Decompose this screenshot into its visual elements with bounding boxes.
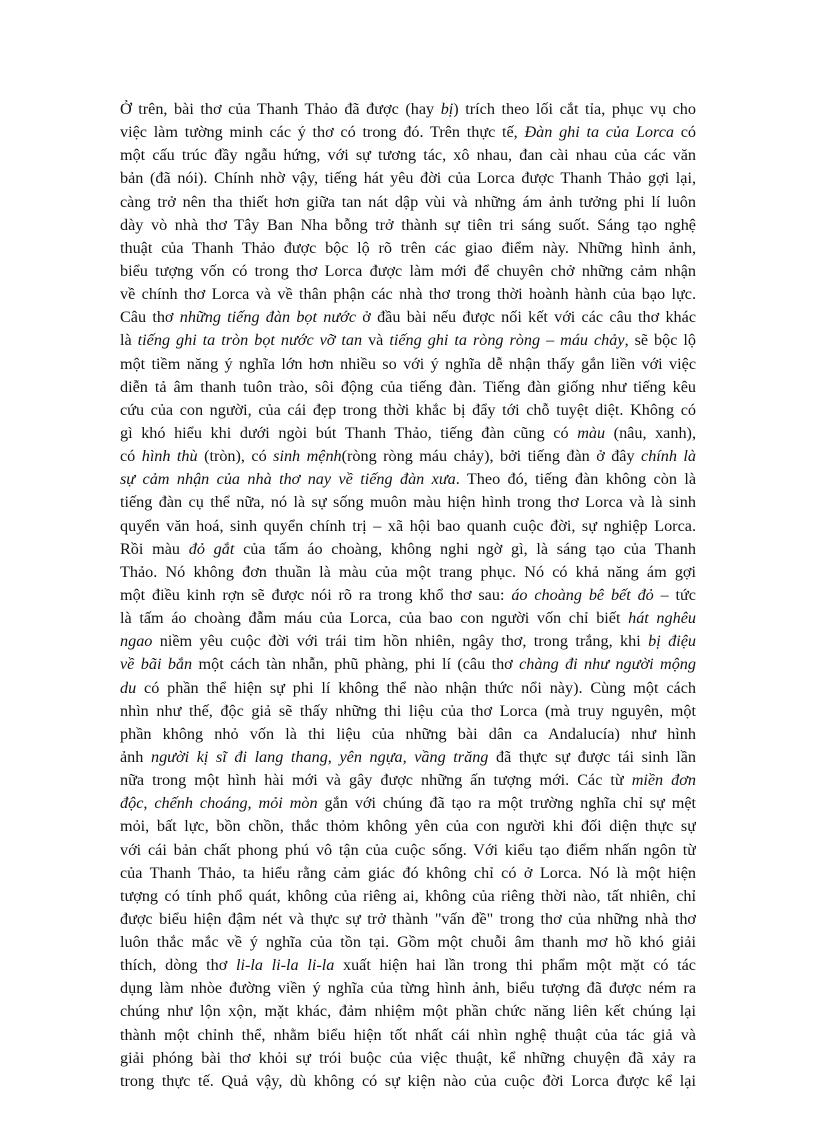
- italic-quote: hình thù: [141, 447, 198, 466]
- italic-quote: tiếng ghi ta ròng ròng – máu chảy: [389, 331, 625, 350]
- text-line: [120, 399, 696, 422]
- italic-quote: du: [120, 678, 137, 697]
- text-line: [120, 191, 696, 214]
- text-run: của Thanh Thảo, ta hiểu rằng cảm giác đó không chỉ có ở Lorca. Nó là một hiện: [120, 863, 696, 882]
- italic-quote: miền đơn: [631, 771, 696, 790]
- text-line: [120, 353, 696, 376]
- italic-quote: ngao: [120, 632, 153, 651]
- italic-quote: màu: [577, 423, 606, 442]
- text-line: [120, 515, 696, 538]
- text-line: [120, 306, 696, 329]
- text-run: và: [362, 331, 390, 350]
- text-run: nhìn như thế, độc giả sẽ thấy những thi liệu của thơ Lorca (mà truy nguyên, một: [120, 701, 696, 720]
- italic-quote: chàng đi như người mộng: [519, 655, 696, 674]
- text-run: là: [120, 331, 138, 350]
- text-run: đã thực sự được tái sinh lần: [488, 747, 696, 766]
- italic-quote: Đàn ghi ta của Lorca: [524, 123, 674, 142]
- text-run: tượng có tính phổ quát, không của riêng ai, không của riêng thời nào, tất nhiên, chỉ: [120, 886, 696, 905]
- text-run: có phần thể hiện sự phi lí không thể nào nhận thức nổi này). Cùng một cách: [136, 678, 696, 697]
- text-line: [120, 862, 696, 885]
- text-line: [120, 792, 696, 815]
- text-run: thuật của Thanh Thảo được bộc lộ rõ trên các giao điểm này. Những hình ảnh,: [120, 238, 696, 257]
- text-run: là tấm áo choàng đẫm máu của Lorca, của bao con người vốn chỉ biết: [120, 609, 629, 628]
- text-run: phần không nhỏ vốn là thi liệu của những bài dân ca Andalucía) như hình: [120, 724, 696, 743]
- text-line: [120, 376, 696, 399]
- text-run: Rồi màu: [120, 539, 189, 558]
- italic-quote: sự cảm nhận của nhà thơ nay về tiếng đàn xưa: [120, 470, 456, 489]
- text-run: mỏi, bất lực, bồn chồn, thắc thỏm không yên của con người khi đối diện thực sự: [120, 817, 696, 836]
- text-run: càng trở nên tha thiết hơn giữa tan nát dập vùi và những ám ảnh tưởng phi lí luôn: [120, 192, 696, 211]
- text-run: một cách tàn nhẫn, phũ phàng, phi lí (câu thơ: [192, 655, 520, 674]
- italic-quote: áo choàng bê bết đỏ: [511, 585, 654, 604]
- text-line: [120, 144, 696, 167]
- text-run: (nâu, xanh),: [605, 423, 696, 442]
- text-line: [120, 677, 696, 700]
- text-line: [120, 908, 696, 931]
- italic-quote: bị: [440, 100, 454, 118]
- text-run: ) trích theo lối cắt tỉa, phục vụ cho: [453, 100, 696, 118]
- text-run: Ở trên, bài thơ của Thanh Thảo đã được (hay: [120, 100, 441, 118]
- text-line: [120, 260, 696, 283]
- text-line: [120, 723, 696, 746]
- text-run: gì khó hiểu khi dưới ngòi bút Thanh Thảo, tiếng đàn cũng có: [120, 423, 578, 442]
- text-run: niềm yêu cuộc đời với trái tim hồn nhiên, ngây thơ, trong trắng, khi: [152, 632, 649, 651]
- text-line: [120, 561, 696, 584]
- text-line: [120, 237, 696, 260]
- body-paragraph: [120, 98, 696, 1093]
- text-run: cứu của con người, của cái đẹp trong thời khắc bị đẩy tới chỗ tuyệt diệt. Không có: [120, 400, 696, 419]
- text-line: [120, 121, 696, 144]
- text-run: (ròng ròng máu chảy), bởi tiếng đàn ở đây: [341, 447, 642, 466]
- text-run: quyển văn hoá, sinh quyển chính trị – xã hội bao quanh cuộc đời, sự nghiệp Lorca.: [120, 516, 696, 535]
- text-line: [120, 584, 696, 607]
- text-run: diễn tả âm thanh tuôn trào, sôi động của tiếng đàn. Tiếng đàn giống như tiếng kêu: [120, 377, 696, 396]
- text-run: của tấm áo choàng, không nghi ngờ gì, là sáng tạo của Thanh: [234, 539, 696, 558]
- text-line: [120, 839, 696, 862]
- italic-quote: về bãi bắn: [120, 655, 193, 674]
- text-run: dụng làm nhòe đường viền ý nghĩa của từng hình ảnh, biểu tượng đã được ném ra: [120, 979, 696, 998]
- text-line: [120, 815, 696, 838]
- text-run: , sẽ bộc lộ: [624, 331, 696, 350]
- text-run: luôn thắc mắc về ý nghĩa của tồn tại. Gồm một chuỗi âm thanh mơ hồ khó giải: [120, 933, 696, 952]
- text-run: nữa trong một hình hài mới và gây được những ấn tượng mới. Các từ: [120, 771, 632, 790]
- text-run: một điều kinh rợn sẽ được nói rõ ra trong khổ thơ sau:: [120, 585, 512, 604]
- text-run: một tiềm năng ý nghĩa lớn hơn nhiều so với ý nghĩa dễ nhận thấy gắn liền với việc: [120, 354, 696, 373]
- text-line: [120, 1000, 696, 1023]
- text-line: [120, 283, 696, 306]
- text-line: [120, 931, 696, 954]
- text-line: [120, 329, 696, 352]
- text-run: xuất hiện hai lần trong thi phẩm một mặt có tác: [334, 956, 696, 975]
- text-line: [120, 167, 696, 190]
- text-run: (tròn), có: [197, 447, 274, 466]
- text-line: [120, 1024, 696, 1047]
- text-line: [120, 885, 696, 908]
- text-run: ở đầu bài nếu được nối kết với các câu thơ khác: [356, 308, 696, 327]
- text-run: biểu tượng vốn có trong thơ Lorca được làm mới để chuyên chở những cảm nhận: [120, 261, 696, 280]
- text-run: một cấu trúc đầy ngẫu hứng, với sự tương tác, xô nhau, đan cài nhau của các văn: [120, 146, 696, 165]
- text-line: [120, 700, 696, 723]
- text-run: với cái bản chất phong phú vô tận của cuộc sống. Với kiểu tạo điểm nhấn ngôn từ: [120, 840, 696, 859]
- text-run: – tức: [653, 585, 696, 604]
- italic-quote: li-la li-la li-la: [236, 956, 335, 975]
- italic-quote: đỏ gắt: [188, 539, 235, 558]
- italic-quote: sinh mệnh: [273, 447, 342, 466]
- text-line: [120, 445, 696, 468]
- italic-quote: bị điệu: [648, 632, 696, 651]
- text-run: Câu thơ: [120, 308, 180, 327]
- text-line: [120, 607, 696, 630]
- text-run: bản (đã nói). Chính nhờ vậy, tiếng hát yêu đời của Lorca được Thanh Thảo gợi lại,: [120, 169, 696, 188]
- text-run: thành một chỉnh thể, nhằm biểu hiện tốt nhất cái nhìn nghệ thuật của tác giả và: [120, 1025, 696, 1044]
- text-run: chúng như lộn xộn, mặt khác, đảm nhiệm một phần chức năng liên kết chúng lại: [120, 1002, 696, 1021]
- text-run: được biểu hiện đậm nét và thực sự trở thành "vấn đề" trong thơ của những nhà thơ: [120, 909, 696, 928]
- text-line: [120, 538, 696, 561]
- text-line: [120, 977, 696, 1000]
- document-page: [120, 98, 696, 1093]
- text-line: [120, 1047, 696, 1070]
- text-run: về chính thơ Lorca và về thân phận các nhà thơ trong thời hoành hành của bạo lực.: [120, 285, 696, 304]
- text-run: trong thực tế. Quả vậy, dù không có sự kiện nào của cuộc đời Lorca được kể lại: [120, 1071, 696, 1090]
- text-line: [120, 954, 696, 977]
- text-run: giải phóng bài thơ khỏi sự trói buộc của việc thuật, kể những chuyện đã xảy ra: [120, 1048, 696, 1067]
- text-run: dày vò nhà thơ Tây Ban Nha bỗng trở thành sự tiên tri sáng suốt. Sáng tạo nghệ: [120, 215, 696, 234]
- text-line: [120, 769, 696, 792]
- text-line: [120, 468, 696, 491]
- text-line: [120, 653, 696, 676]
- text-line: [120, 98, 696, 121]
- italic-quote: những tiếng đàn bọt nước: [179, 308, 357, 327]
- text-line: [120, 214, 696, 237]
- text-run: việc làm tường minh các ý thơ có trong đó. Trên thực tế,: [120, 123, 525, 142]
- text-line: [120, 746, 696, 769]
- italic-quote: hát nghêu: [628, 609, 696, 628]
- italic-quote: độc, chếnh choáng, mỏi mòn: [120, 794, 318, 813]
- text-run: ảnh: [120, 747, 151, 766]
- italic-quote: người kị sĩ đi lang thang, yên ngựa, vầng trăng: [150, 747, 489, 766]
- text-run: thích, dòng thơ: [120, 956, 236, 975]
- text-line: [120, 1070, 696, 1093]
- text-run: tiếng đàn cụ thể nữa, nó là sự sống muôn màu hiện hình trong thơ Lorca và là sinh: [120, 493, 696, 512]
- text-run: có: [120, 447, 142, 466]
- text-run: gắn với chúng đã tạo ra một trường nghĩa chỉ sự mệt: [317, 794, 696, 813]
- italic-quote: tiếng ghi ta tròn bọt nước vỡ tan: [137, 331, 363, 350]
- text-run: Thảo. Nó không đơn thuần là màu của một trang phục. Nó có khả năng ám gợi: [120, 562, 696, 581]
- italic-quote: chính là: [641, 447, 696, 466]
- text-line: [120, 491, 696, 514]
- text-line: [120, 630, 696, 653]
- text-run: có: [674, 123, 696, 142]
- text-line: [120, 422, 696, 445]
- text-run: . Theo đó, tiếng đàn không còn là: [455, 470, 696, 489]
